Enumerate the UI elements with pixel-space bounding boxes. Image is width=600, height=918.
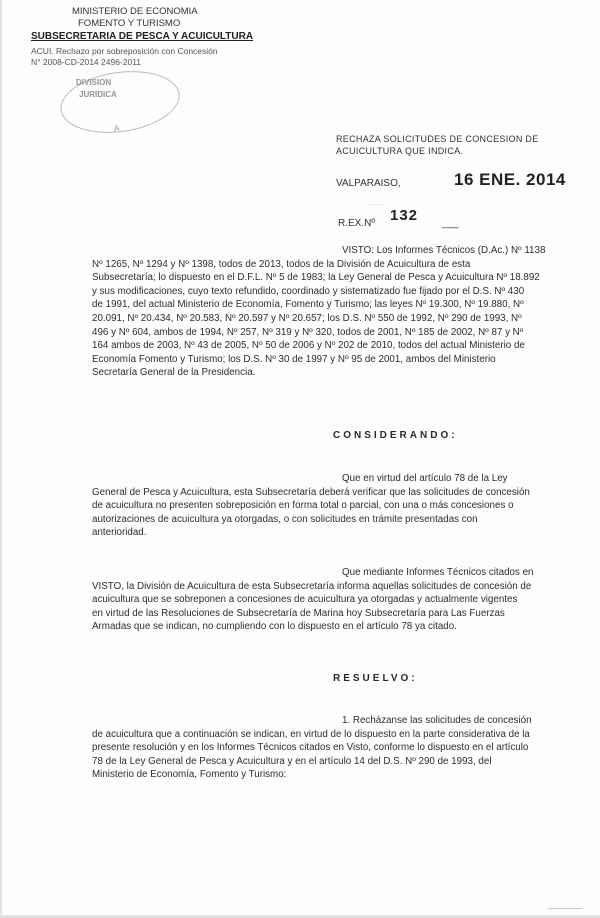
date-stamp: 16 ENE. 2014 <box>454 170 566 189</box>
scan-corner-mark <box>548 908 582 915</box>
paragraph-line: VISTO, la División de Acuicultura de esta Subsecretaría informa aquellas solicitudes de concesión de <box>92 580 532 592</box>
paragraph-line: Nº 1265, Nº 1294 y Nº 1398, todos de 2013, todos de la División de Acuicultura de esta <box>92 258 471 270</box>
paragraph-line: 78 de la Ley General de Pesca y Acuicultura y en el artículo 14 del D.S. Nº 290 de 1993, del <box>92 755 492 767</box>
paragraph-line: de 1991, del actual Ministerio de Economía, Fomento y Turismo; las leyes Nº 19.300, Nº 19.880, Nº <box>92 299 524 311</box>
paragraph-line: 20.091, Nº 20.434, Nº 20.583, Nº 20.597 y Nº 20.657; los D.S. Nº 550 de 1992, Nº 290 de 1993, Nº <box>92 312 522 324</box>
paragraph-line: 164 ambos de 2003, Nº 43 de 2005, Nº 50 de 2006 y Nº 202 de 2010, todos del actual Ministerio de <box>92 340 525 352</box>
paragraph-line: Secretaría General de la Presidencia. <box>92 367 256 379</box>
resuelvo-heading: RESUELVO: <box>333 673 418 684</box>
resolution-subject-line: ACUICULTURA QUE INDICA. <box>336 146 464 156</box>
considerando-heading: CONSIDERANDO: <box>333 430 458 441</box>
city-label: VALPARAISO, <box>336 178 401 189</box>
paragraph-line: en virtud de las Resoluciones de Subsecretaría de Marina hoy Subsecretaría para Las Fuerzas <box>92 607 505 619</box>
paragraph-line: Economía Fomento y Turismo; los D.S. Nº 30 de 1997 y Nº 95 de 2001, ambos del Ministerio <box>92 353 496 365</box>
letterhead-ministry: MINISTERIO DE ECONOMIA <box>72 6 198 17</box>
resuelvo-paragraph-1 <box>92 714 552 782</box>
paragraph-line: Armadas que se indican, no cumpliendo con lo dispuesto en el artículo 78 ya citado. <box>92 621 457 633</box>
resolution-subject <box>336 133 539 157</box>
stamp-text-juridica: JURIDICA <box>79 90 117 99</box>
letterhead-file-note: ACUI. Rechazo por sobreposición con Concesión <box>31 46 218 56</box>
resolution-number-trailing: ___ <box>442 218 459 229</box>
letterhead-ministry-sub: FOMENTO Y TURISMO <box>78 18 181 29</box>
resolution-subject-line: RECHAZA SOLICITUDES DE CONCESION DE <box>336 134 539 144</box>
resolution-number-label: R.EX.Nº <box>338 218 375 229</box>
paragraph-line: Que en virtud del artículo 78 de la Ley <box>342 473 508 484</box>
paragraph-line: Subsecretaría; lo dispuesto en el D.F.L. Nº 5 de 1983; la Ley General de Pesca y Acuicultura Nº 18.892 <box>92 272 540 284</box>
paragraph-line: 496 y Nº 604, ambos de 1994, Nº 257, Nº 319 y Nº 320, todos de 2001, Nº 185 de 2002, Nº 87 y Nº <box>92 326 524 338</box>
paragraph-line: acuicultura que se sobreponen a concesiones de acuicultura ya otorgadas y actualmente vigentes <box>92 594 518 606</box>
paragraph-line: Que mediante Informes Técnicos citados en <box>342 567 534 578</box>
paragraph-line: anterioridad. <box>92 527 147 539</box>
scan-edge <box>0 0 3 918</box>
paragraph-line: Ministerio de Economía, Fomento y Turismo: <box>92 769 287 781</box>
considerando-paragraph-1 <box>92 472 552 540</box>
paragraph-line: VISTO: Los Informes Técnicos (D.Ac.) Nº 1138 <box>342 245 546 256</box>
paragraph-line: y sus modificaciones, cuyo texto refundido, coordinado y sistematizado fue fijado por el D.S. Nº 430 <box>92 285 525 297</box>
stamp-text-division: DIVISION <box>76 78 112 87</box>
stamp-mark: · · · · <box>370 202 383 208</box>
resolution-number: 132 <box>390 207 419 224</box>
paragraph-line: de acuicultura que a continuación se indican, en virtud de lo dispuesto en la parte considerativa de la <box>92 728 530 740</box>
division-stamp <box>56 64 183 140</box>
paragraph-line: 1. Recházanse las solicitudes de concesión <box>342 715 532 726</box>
paragraph-line: General de Pesca y Acuicultura, esta Subsecretaría deberá verificar que las solicitudes de concesión <box>92 486 530 498</box>
letterhead-file-number: N° 2008-CD-2014 2496-2011 <box>31 57 142 67</box>
paragraph-line: presente resolución y en los Informes Técnicos citados en Visto, conforme lo dispuesto en el artículo <box>92 742 529 754</box>
paragraph-line: autorizaciones de acuicultura ya otorgadas, o con solicitudes en trámite presentadas con <box>92 513 478 525</box>
paragraph-line: de acuicultura no presenten sobreposición en forma total o parcial, con una o más concesiones o <box>92 500 514 512</box>
stamp-text-initial: A <box>113 123 121 134</box>
considerando-paragraph-2 <box>92 566 552 634</box>
visto-paragraph <box>92 244 552 380</box>
letterhead-subsecretaria: SUBSECRETARIA DE PESCA Y ACUICULTURA <box>31 31 254 42</box>
